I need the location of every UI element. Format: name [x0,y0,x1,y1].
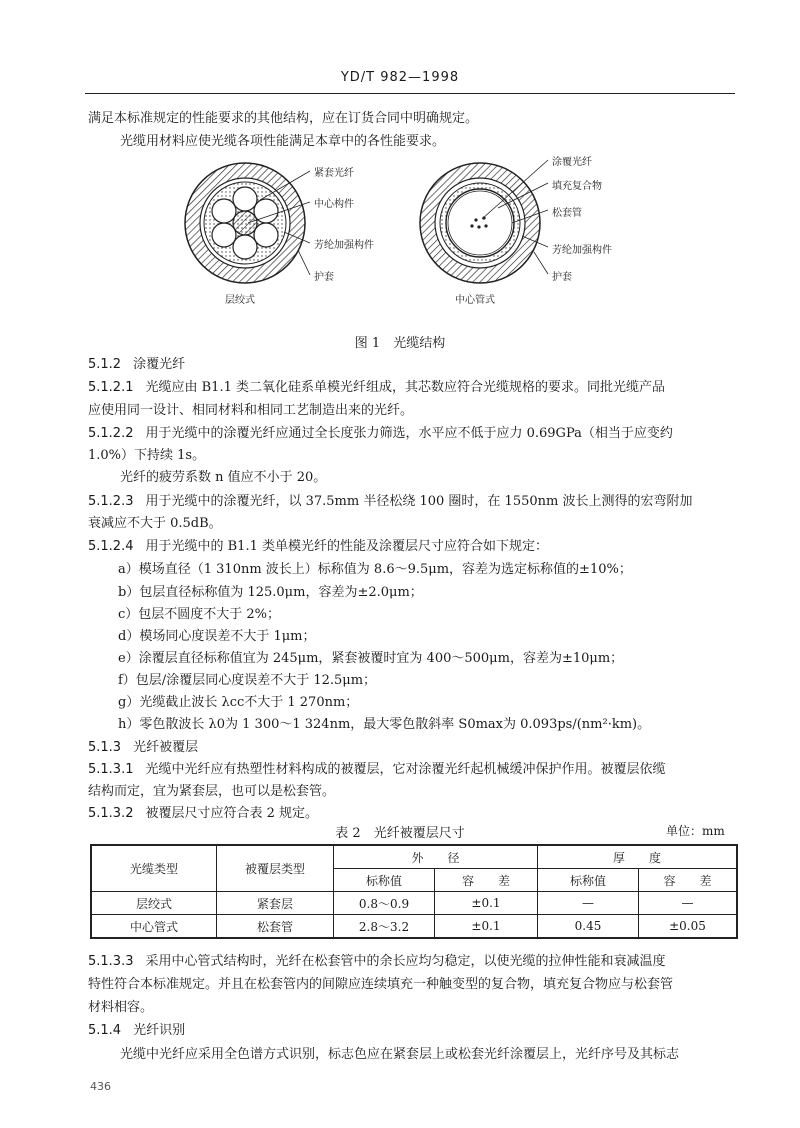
clause-text-continued: 材料相容。 [88,1000,154,1015]
clause-5-1-3-2 [88,805,318,823]
central-tube-cable-diagram [420,160,548,283]
cell-layer-type: 紧套层 [217,892,334,915]
clause-number: 5.1.3.2 [88,806,134,821]
label-loose-tube: 松套管 [552,208,582,219]
table-title: 表 2 光纤被覆层尺寸 [335,826,465,841]
cable-structure-figure [180,150,640,310]
section-title: 光纤识别 [133,1023,186,1038]
table-header-row [91,845,737,869]
cell-th-nominal: 0.45 [538,915,639,939]
header-od-nominal: 标称值 [334,869,435,892]
list-item: g）光缆截止波长 λcc不大于 1 270nm； [118,695,359,710]
clause-number: 5.1.2.2 [88,426,134,441]
list-item: e）涂覆层直径标称值宜为 245μm，紧套被覆时宜为 400～500μm，容差为±10μm； [118,651,624,666]
standard-header: YD/T 982—1998 [340,70,460,85]
label-sheath-right: 护套 [552,272,572,283]
section-5-1-2 [88,356,185,374]
clause-text: 被覆层尺寸应符合表 2 规定。 [145,806,319,821]
section-number: 5.1.3 [88,740,122,755]
cell-layer-type: 松套管 [217,915,334,939]
cell-od-tolerance: ±0.1 [435,892,538,915]
cell-th-tolerance: ±0.05 [639,915,738,939]
section-title: 光纤被覆层 [133,740,199,755]
header-od-tolerance: 容 差 [435,869,538,892]
table-unit: 单位：mm [666,824,725,838]
list-item: a）模场直径（1 310nm 波长上）标称值为 8.6～9.5μm，容差为选定标称值的±10%； [118,562,632,577]
header-th-nominal: 标称值 [538,869,639,892]
header-outer-diameter: 外 径 [334,845,538,869]
label-stranded-type: 层绞式 [225,295,255,306]
section-number: 5.1.4 [88,1023,122,1038]
clause-text: 用于光缆中的涂覆光纤，以 37.5mm 半径松绕 100 圈时，在 1550nm 波长上测得的宏弯附加 [145,494,693,509]
header-layer-type: 被覆层类型 [217,845,334,892]
clause-number: 5.1.2.4 [88,539,134,554]
cell-th-nominal: — [538,892,639,915]
clause-number: 5.1.2.1 [88,380,134,395]
intro-paragraph-2: 光缆用材料应使光缆各项性能满足本章中的各性能要求。 [120,134,446,149]
clause-text-continued: 特性符合本标准规定。并且在松套管内的间隙应连续填充一种触变型的复合物，填充复合物应与松套管 [88,977,674,992]
table-row [91,915,737,939]
clause-text: 用于光缆中的 B1.1 类单模光纤的性能及涂覆层尺寸应符合如下规定： [145,539,548,554]
page-number: 436 [90,1080,111,1093]
header-th-tolerance: 容 差 [639,869,738,892]
clause-number: 5.1.2.3 [88,494,134,509]
cell-od-tolerance: ±0.1 [435,915,538,939]
figure-caption: 图 1 光缆结构 [354,336,446,351]
list-item: b）包层直径标称值为 125.0μm，容差为±2.0μm； [118,585,423,600]
label-filling-compound: 填充复合物 [552,181,602,192]
table-row [91,892,737,915]
cell-cable-type: 层绞式 [91,892,217,915]
header-cable-type: 光缆类型 [91,845,217,892]
section-title: 涂覆光纤 [133,357,186,372]
last-paragraph: 光缆中光纤应采用全色谱方式识别，标志色应在紧套层上或松套光纤涂覆层上，光纤序号及其标志 [120,1047,680,1062]
intro-paragraph-1: 满足本标准规定的性能要求的其他结构，应在订货合同中明确规定。 [88,111,479,126]
header-thickness: 厚 度 [538,845,738,869]
clause-5-1-3-1 [88,761,666,779]
label-aramid-strength-right: 芳纶加强构件 [552,245,612,256]
section-number: 5.1.2 [88,357,122,372]
label-coated-fiber: 涂覆光纤 [552,157,592,168]
clause-number: 5.1.3.3 [88,954,134,969]
cell-od-nominal: 2.8～3.2 [334,915,435,939]
clause-text: 光缆中光纤应有热塑性材料构成的被覆层，它对涂覆光纤起机械缓冲保护作用。被覆层依缆 [145,762,666,777]
label-sheath-left: 护套 [314,272,334,283]
cell-cable-type: 中心管式 [91,915,217,939]
cell-od-nominal: 0.8～0.9 [334,892,435,915]
coating-dimension-table [90,844,738,939]
clause-text: 采用中心管式结构时，光纤在松套管中的余长应均匀稳定，以使光缆的拉伸性能和衰减温度 [145,954,666,969]
clause-5-1-2-4 [88,538,548,556]
clause-5-1-2-2 [88,425,673,443]
clause-text: 用于光缆中的涂覆光纤应通过全长度张力筛选，水平应不低于应力 0.69GPa（相当于应变约 [145,426,673,441]
list-item: c）包层不圆度不大于 2%； [118,607,281,622]
list-item: h）零色散波长 λ0为 1 300～1 324nm，最大零色散斜率 S0max为 0.093ps/(nm²·km)。 [118,717,651,732]
label-tight-buffered-fiber: 紧套光纤 [314,168,354,179]
fatigue-paragraph: 光纤的疲劳系数 n 值应不小于 20。 [120,470,327,485]
clause-5-1-2-3 [88,493,692,511]
clause-text-continued: 应使用同一设计、相同材料和相同工艺制造出来的光纤。 [88,403,414,418]
section-5-1-3 [88,739,198,757]
cell-th-tolerance: — [639,892,738,915]
section-5-1-4 [88,1022,185,1040]
list-item: f）包层/涂覆层同心度误差不大于 12.5μm； [118,673,377,688]
list-item: d）模场同心度误差不大于 1μm； [118,629,316,644]
clause-number: 5.1.3.1 [88,762,134,777]
clause-text-continued: 结构而定，宜为紧套层，也可以是松套管。 [88,784,336,799]
clause-5-1-2-1 [88,379,665,397]
label-central-member: 中心构件 [314,199,354,210]
clause-5-1-3-3 [88,953,666,971]
label-central-tube-type: 中心管式 [455,295,495,306]
label-aramid-strength-left: 芳纶加强构件 [314,240,374,251]
clause-text-continued: 衰减应不大于 0.5dB。 [88,516,222,531]
clause-text-continued: 1.0%）下持续 1s。 [88,448,206,463]
clause-text: 光缆应由 B1.1 类二氧化硅系单模光纤组成，其芯数应符合光缆规格的要求。同批光缆产品 [145,380,665,395]
stranded-cable-diagram [185,163,310,283]
header-rule [85,93,735,94]
